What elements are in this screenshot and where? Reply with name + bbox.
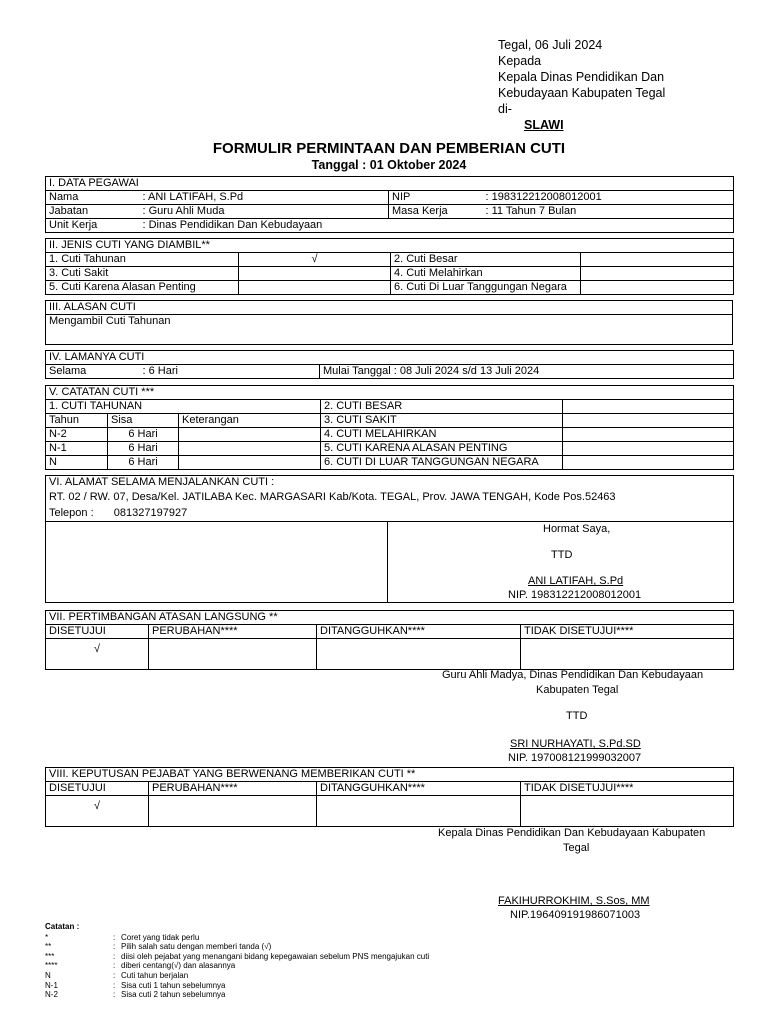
reason-text: Mengambil Cuti Tahunan — [46, 315, 733, 345]
postpone-cell[interactable] — [317, 639, 521, 670]
city-label: SLAWI — [524, 118, 564, 132]
section-heading: III. ALASAN CUTI — [46, 301, 733, 315]
field-value: : ANI LATIFAH, S.Pd — [140, 191, 389, 205]
leave-note-type: 6. CUTI DI LUAR TANGGUNGAN NEGARA — [321, 456, 563, 470]
note-item: ** : Pilih salah satu dengan memberi tanda (√) — [45, 942, 272, 952]
supervisor-title-2: Kabupaten Tegal — [536, 684, 619, 696]
form-title: FORMULIR PERMINTAAN DAN PEMBERIAN CUTI — [212, 140, 566, 157]
remaining-cell: 6 Hari — [108, 456, 179, 470]
leave-note-value — [563, 442, 734, 456]
section-heading: VII. PERTIMBANGAN ATASAN LANGSUNG ** — [46, 611, 734, 625]
official-name: FAKIHURROKHIM, S.Sos, MM — [498, 895, 650, 907]
field-value: : Dinas Pendidikan Dan Kebudayaan — [140, 219, 734, 233]
leave-note-value — [563, 456, 734, 470]
col-tidak-disetujui: TIDAK DISETUJUI**** — [521, 625, 734, 639]
duration-value: : 6 Hari — [140, 365, 320, 379]
col-disetujui: DISETUJUI — [46, 625, 149, 639]
leave-note-type: 2. CUTI BESAR — [321, 400, 563, 414]
notes-block — [45, 922, 429, 1000]
phone-value: 081327197927 — [113, 506, 188, 519]
col-header-tahun: Tahun — [46, 414, 108, 428]
signature-cell — [388, 522, 734, 603]
remaining-cell: 6 Hari — [108, 442, 179, 456]
note-item: * : Coret yang tidak perlu — [45, 932, 200, 942]
to-label: Kepada — [498, 54, 542, 68]
check-mark[interactable]: √ — [239, 253, 391, 267]
subsection-heading: 1. CUTI TAHUNAN — [46, 400, 321, 414]
note-item: N-1 : Sisa cuti 1 tahun sebelumnya — [45, 980, 226, 990]
remark-cell — [179, 442, 321, 456]
approve-check-mark[interactable]: √ — [46, 639, 149, 670]
duration-label: Selama — [46, 365, 140, 379]
signer-name: ANI LATIFAH, S.Pd — [528, 575, 624, 587]
recipient-line-1: Kepala Dinas Pendidikan Dan — [498, 70, 665, 84]
note-item: N : Cuti tahun berjalan — [45, 970, 189, 980]
leave-note-type: 5. CUTI KARENA ALASAN PENTING — [321, 442, 563, 456]
col-perubahan: PERUBAHAN**** — [149, 782, 317, 796]
leave-type: 4. Cuti Melahirkan — [391, 267, 581, 281]
section-data-pegawai — [45, 176, 734, 233]
address-text: RT. 02 / RW. 07, Desa/Kel. JATILABA Kec. MARGASARI Kab/Kota. TEGAL, Prov. JAWA TENGAH, Kode Pos.52463 — [46, 489, 734, 505]
year-cell: N-2 — [46, 428, 108, 442]
supervisor-signature-placeholder: TTD — [566, 710, 588, 722]
di-label: di- — [498, 102, 512, 116]
field-label: Nama — [46, 191, 140, 205]
year-cell: N — [46, 456, 108, 470]
change-cell[interactable] — [149, 639, 317, 670]
section-heading: II. JENIS CUTI YANG DIAMBIL** — [46, 239, 734, 253]
check-cell[interactable] — [581, 281, 734, 295]
leave-note-value — [563, 428, 734, 442]
section-heading: VI. ALAMAT SELAMA MENJALANKAN CUTI : — [46, 476, 734, 490]
field-value: : 11 Tahun 7 Bulan — [483, 205, 734, 219]
official-nip: NIP.196409191986071003 — [510, 909, 641, 921]
leave-note-type: 4. CUTI MELAHIRKAN — [321, 428, 563, 442]
remark-cell — [179, 456, 321, 470]
check-cell[interactable] — [239, 267, 391, 281]
note-item: **** : diberi centang(√) dan alasannya — [45, 961, 236, 971]
col-header-keterangan: Keterangan — [179, 414, 321, 428]
field-label: NIP — [389, 191, 483, 205]
approve-check-mark[interactable]: √ — [46, 796, 149, 827]
check-cell[interactable] — [581, 267, 734, 281]
letter-header — [498, 37, 665, 133]
postpone-cell[interactable] — [317, 796, 521, 827]
leave-note-value — [563, 400, 734, 414]
supervisor-title-1: Guru Ahli Madya, Dinas Pendidikan Dan Kebudayaan — [442, 669, 704, 681]
check-cell[interactable] — [239, 281, 391, 295]
leave-note-type: 3. CUTI SAKIT — [321, 414, 563, 428]
blank-cell — [46, 522, 388, 603]
field-value: : Guru Ahli Muda — [140, 205, 389, 219]
date-range: Mulai Tanggal : 08 Juli 2024 s/d 13 Juli 2024 — [320, 365, 734, 379]
col-perubahan: PERUBAHAN**** — [149, 625, 317, 639]
leave-type: 3. Cuti Sakit — [46, 267, 239, 281]
section-jenis-cuti — [45, 238, 734, 295]
section-keputusan-pejabat — [45, 767, 734, 827]
closing-text: Hormat Saya, — [543, 523, 611, 535]
official-title-2: Tegal — [563, 842, 590, 854]
supervisor-nip: NIP. 197008121999032007 — [508, 752, 642, 764]
form-date: Tanggal : 01 Oktober 2024 — [311, 158, 467, 172]
note-item: *** : diisi oleh pejabat yang menangani bidang kepegawaian sebelum PNS mengajukan cuti — [45, 951, 430, 961]
leave-note-value — [563, 414, 734, 428]
leave-type: 1. Cuti Tahunan — [46, 253, 239, 267]
section-catatan-cuti — [45, 385, 734, 470]
col-disetujui: DISETUJUI — [46, 782, 149, 796]
section-pertimbangan-atasan — [45, 610, 734, 670]
field-label: Masa Kerja — [389, 205, 483, 219]
section-heading: V. CATATAN CUTI *** — [46, 386, 734, 400]
col-ditangguhkan: DITANGGUHKAN**** — [317, 782, 521, 796]
phone-row — [46, 505, 734, 522]
official-title-1: Kepala Dinas Pendidikan Dan Kebudayaan Kabupaten — [438, 827, 706, 839]
col-header-sisa: Sisa — [108, 414, 179, 428]
remaining-cell: 6 Hari — [108, 428, 179, 442]
year-cell: N-1 — [46, 442, 108, 456]
phone-label: Telepon : — [49, 506, 94, 519]
col-tidak-disetujui: TIDAK DISETUJUI**** — [521, 782, 734, 796]
section-heading: VIII. KEPUTUSAN PEJABAT YANG BERWENANG MEMBERIKAN CUTI ** — [46, 768, 734, 782]
leave-type: 6. Cuti Di Luar Tanggungan Negara — [391, 281, 581, 295]
remark-cell — [179, 428, 321, 442]
note-item: N-2 : Sisa cuti 2 tahun sebelumnya — [45, 990, 226, 1000]
change-cell[interactable] — [149, 796, 317, 827]
leave-type: 2. Cuti Besar — [391, 253, 581, 267]
field-label: Unit Kerja — [46, 219, 140, 233]
recipient-line-2: Kebudayaan Kabupaten Tegal — [498, 86, 666, 100]
supervisor-name: SRI NURHAYATI, S.Pd.SD — [510, 738, 641, 750]
section-alasan-cuti — [45, 300, 733, 345]
field-value: : 198312212008012001 — [483, 191, 734, 205]
section-lamanya-cuti — [45, 350, 734, 379]
col-ditangguhkan: DITANGGUHKAN**** — [317, 625, 521, 639]
field-label: Jabatan — [46, 205, 140, 219]
reject-cell[interactable] — [521, 639, 734, 670]
signer-nip: NIP. 198312212008012001 — [508, 589, 642, 601]
reject-cell[interactable] — [521, 796, 734, 827]
date-line: Tegal, 06 Juli 2024 — [498, 38, 603, 52]
section-heading: I. DATA PEGAWAI — [46, 177, 734, 191]
check-cell[interactable] — [581, 253, 734, 267]
section-alamat-cuti — [45, 475, 734, 603]
section-heading: IV. LAMANYA CUTI — [46, 351, 734, 365]
signature-placeholder: TTD — [551, 549, 573, 561]
leave-type: 5. Cuti Karena Alasan Penting — [46, 281, 239, 295]
notes-heading: Catatan : — [45, 922, 80, 931]
